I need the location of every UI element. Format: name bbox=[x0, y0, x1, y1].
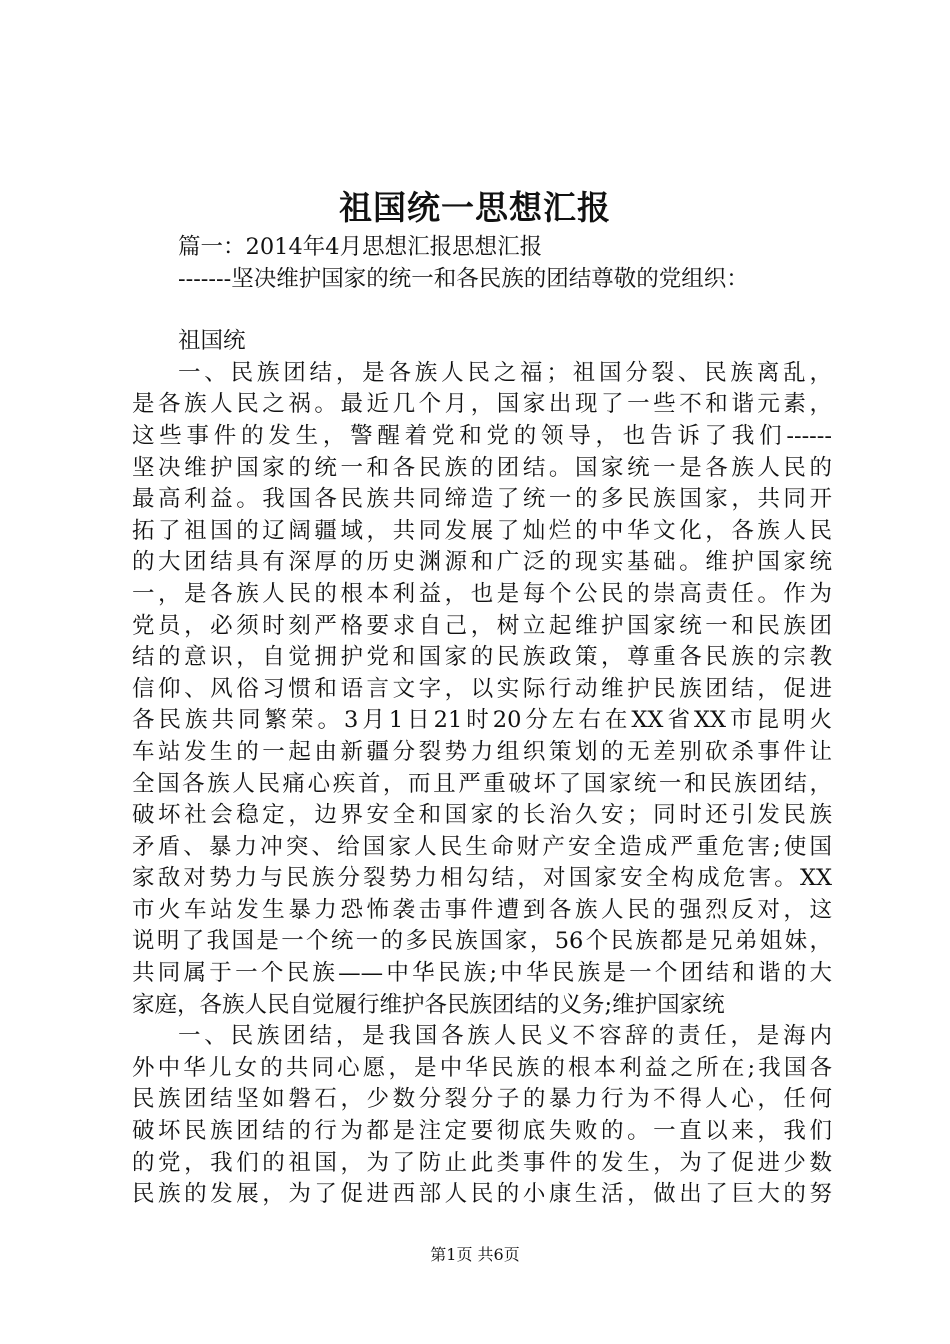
document-body bbox=[132, 232, 832, 1211]
body-line: 是各族人民之祸。最近几个月，国家出现了一些不和谐元素， bbox=[132, 391, 832, 418]
body-line: 最高利益。我国各民族共同缔造了统一的多民族国家，共同开 bbox=[132, 486, 832, 513]
body-line: 市火车站发生暴力恐怖袭击事件遭到各族人民的强烈反对，这 bbox=[132, 896, 832, 923]
heading-line-1: 篇一：2014年4月思想汇报思想汇报 bbox=[178, 234, 543, 260]
body-line: 一、民族团结，是各族人民之福；祖国分裂、民族离乱， bbox=[178, 359, 832, 386]
body-line: 各民族共同繁荣。3月1日21时20分左右在XX省XX市昆明火 bbox=[132, 707, 832, 734]
document-title: 祖国统一思想汇报 bbox=[339, 188, 611, 227]
page-indicator: 第1页 共6页 bbox=[430, 1245, 520, 1264]
body-line: 的党，我们的祖国，为了防止此类事件的发生，为了促进少数 bbox=[132, 1149, 832, 1176]
body-line: 信仰、风俗习惯和语言文字，以实际行动维护民族团结，促进 bbox=[132, 675, 832, 702]
body-line: 破坏社会稳定，边界安全和国家的长治久安；同时还引发民族 bbox=[132, 802, 832, 829]
body-line: 一、民族团结，是我国各族人民义不容辞的责任，是海内 bbox=[178, 1023, 832, 1050]
body-line: 说明了我国是一个统一的多民族国家，56个民族都是兄弟姐妹， bbox=[132, 928, 832, 955]
body-line: 结的意识，自觉拥护党和国家的民族政策，尊重各民族的宗教 bbox=[132, 644, 832, 671]
body-line: 家庭，各族人民自觉履行维护各民族团结的义务;维护国家统 bbox=[132, 991, 725, 1018]
body-line: 民族的发展，为了促进西部人民的小康生活，做出了巨大的努 bbox=[132, 1181, 832, 1208]
heading-line-2: -------坚决维护国家的统一和各民族的团结尊敬的党组织： bbox=[178, 265, 749, 292]
body-line: 家敌对势力与民族分裂势力相勾结，对国家安全构成危害。XX bbox=[132, 865, 832, 892]
body-line: 这些事件的发生，警醒着党和党的领导，也告诉了我们------ bbox=[132, 422, 832, 449]
body-line: 破坏民族团结的行为都是注定要彻底失败的。一直以来，我们 bbox=[132, 1118, 832, 1145]
body-line: 坚决维护国家的统一和各民族的团结。国家统一是各族人民的 bbox=[132, 454, 832, 481]
body-line: 车站发生的一起由新疆分裂势力组织策划的无差别砍杀事件让 bbox=[132, 738, 832, 765]
body-line: 矛盾、暴力冲突、给国家人民生命财产安全造成严重危害;使国 bbox=[132, 833, 832, 860]
section-label: 祖国统 bbox=[178, 328, 246, 355]
body-line: 共同属于一个民族——中华民族;中华民族是一个团结和谐的大 bbox=[132, 960, 832, 987]
body-line: 外中华儿女的共同心愿，是中华民族的根本利益之所在;我国各 bbox=[132, 1054, 832, 1081]
body-line: 民族团结坚如磐石，少数分裂分子的暴力行为不得人心，任何 bbox=[132, 1086, 832, 1113]
body-line: 党员，必须时刻严格要求自己，树立起维护国家统一和民族团 bbox=[132, 612, 832, 639]
body-line: 拓了祖国的辽阔疆域，共同发展了灿烂的中华文化，各族人民 bbox=[132, 517, 832, 544]
body-line: 全国各族人民痛心疾首，而且严重破坏了国家统一和民族团结， bbox=[132, 770, 832, 797]
body-line: 的大团结具有深厚的历史渊源和广泛的现实基础。维护国家统 bbox=[132, 549, 832, 576]
blank-line bbox=[132, 295, 832, 326]
body-line: 一，是各族人民的根本利益，也是每个公民的崇高责任。作为 bbox=[132, 580, 832, 607]
